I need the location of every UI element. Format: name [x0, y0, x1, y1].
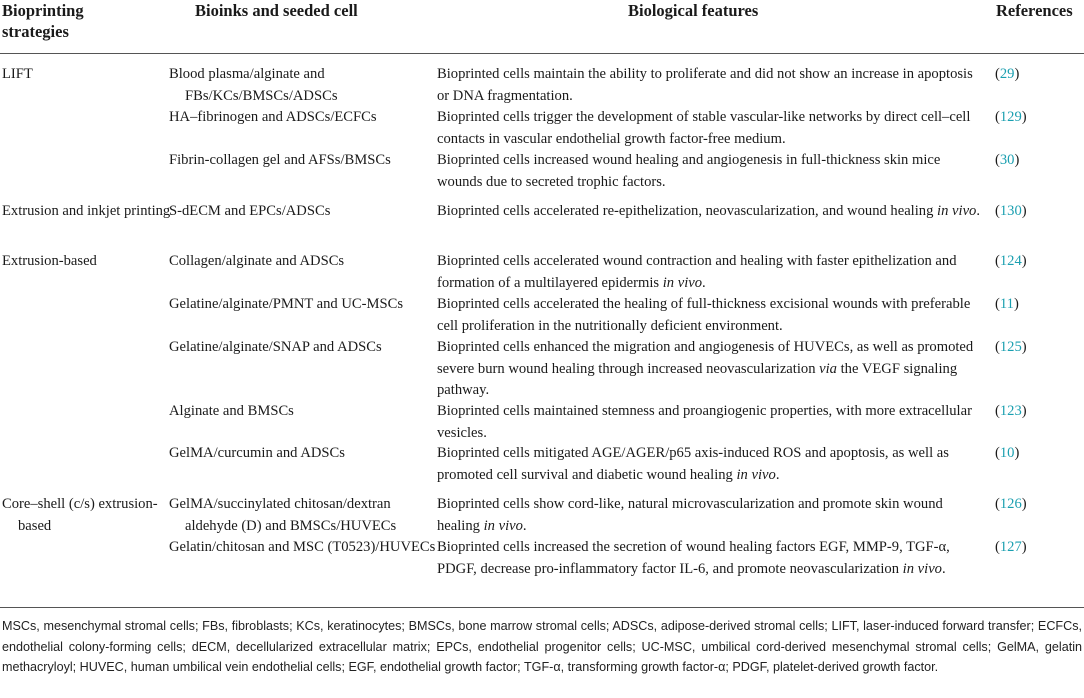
- feature-cell: Bioprinted cells increased wound healing and angiogenesis in full-thickness skin mice wounds due to secreted trophic factors.: [437, 152, 941, 190]
- feature-emphasis: in vivo: [902, 560, 942, 577]
- table-bottom-rule: [0, 607, 1084, 608]
- header-references: References: [996, 1, 1073, 20]
- reference-cell: (130): [995, 203, 1027, 219]
- bioink-cell: HA–fibrinogen and ADSCs/ECFCs: [169, 109, 377, 125]
- reference-link[interactable]: 124: [999, 253, 1022, 269]
- feature-text: Bioprinted cells accelerated wound contraction and healing with faster epithelization and formation of a multilayered epidermis: [437, 253, 957, 291]
- table-footnote: MSCs, mesenchymal stromal cells; FBs, fibroblasts; KCs, keratinocytes; BMSCs, bone marrow stromal cells; ADSCs, adipose-derived stromal cells; LIFT, laser-induced forward transfer; ECFCs, endothelial colony-forming cells; dECM, decellularized extracellular matrix; EPCs, endothelial progenitor cells; UC-MSC, umbilical cord-derived mesenchymal stromal cells; GelMA, gelatin methacryloyl; HUVEC, human umbilical vein endothelial cells; EGF, endothelial growth factor; TGF-α, transforming growth factor-α; PDGF, platelet-derived growth factor.: [2, 619, 1082, 674]
- feature-tail: .: [522, 517, 527, 534]
- feature-text: Bioprinted cells mitigated AGE/AGER/p65 axis-induced ROS and apoptosis, as well as promoted cell survival and diabetic wound healing: [437, 445, 949, 483]
- reference-link[interactable]: 123: [999, 403, 1022, 419]
- reference-cell: (127): [995, 539, 1027, 555]
- feature-text: Bioprinted cells accelerated re-epithelization, neovascularization, and wound healing: [437, 203, 938, 219]
- feature-tail: the VEGF signaling pathway.: [437, 360, 958, 398]
- header-strategies: Bioprinting strategies: [2, 1, 84, 41]
- bioink-cell: Gelatin/chitosan and MSC (T0523)/HUVECs: [169, 539, 436, 555]
- feature-text: Bioprinted cells increased the secretion of wound healing factors EGF, MMP-9, TGF-α, PDGF, decrease pro-inflammatory factor IL-6, and promote neovascularization: [437, 539, 950, 577]
- feature-emphasis: in vivo: [937, 203, 977, 219]
- bioink-cell: Fibrin-collagen gel and AFSs/BMSCs: [169, 152, 391, 168]
- strategy-cell: Extrusion-based: [2, 253, 97, 269]
- feature-cell: Bioprinted cells trigger the development of stable vascular-like networks by direct cell–cell contacts in vascular endothelial growth factor-free medium.: [437, 109, 971, 147]
- reference-link[interactable]: 126: [999, 496, 1022, 512]
- feature-text: Bioprinted cells enhanced the migration and angiogenesis of HUVECs, as well as promoted severe burn wound healing through increased neovascularization: [437, 339, 974, 377]
- feature-cell: [437, 537, 982, 580]
- reference-cell: (29): [995, 66, 1020, 82]
- feature-cell: Bioprinted cells accelerated the healing of full-thickness excisional wounds with preferable cell proliferation in the nutritionally deficient environment.: [437, 296, 971, 334]
- reference-cell: (129): [995, 109, 1027, 125]
- bioink-cell: Alginate and BMSCs: [169, 403, 294, 419]
- feature-tail: .: [702, 274, 706, 291]
- reference-cell: (11): [995, 296, 1019, 312]
- bioink-cell: Collagen/alginate and ADSCs: [169, 253, 345, 269]
- feature-tail: .: [775, 466, 780, 483]
- bioink-cell: Gelatine/alginate/PMNT and UC-MSCs: [169, 296, 404, 312]
- feature-cell: [437, 251, 982, 294]
- feature-cell: [437, 201, 982, 223]
- reference-cell: (125): [995, 339, 1027, 355]
- feature-tail: .: [976, 203, 981, 219]
- bioink-cell: S-dECM and EPCs/ADSCs: [169, 203, 331, 219]
- reference-link[interactable]: 127: [999, 539, 1022, 555]
- reference-link[interactable]: 129: [999, 109, 1022, 125]
- feature-emphasis: in vivo: [736, 466, 776, 483]
- reference-cell: (124): [995, 253, 1027, 269]
- feature-cell: Bioprinted cells maintain the ability to proliferate and did not show an increase in apoptosis or DNA fragmentation.: [437, 66, 973, 104]
- feature-cell: [437, 443, 982, 486]
- reference-link[interactable]: 30: [999, 152, 1015, 168]
- bioink-cell: GelMA/curcumin and ADSCs: [169, 445, 345, 461]
- header-rule: [0, 53, 1084, 54]
- feature-cell: Bioprinted cells maintained stemness and proangiogenic properties, with more extracellular vesicles.: [437, 403, 972, 441]
- header-bioinks: Bioinks and seeded cell: [195, 1, 358, 20]
- feature-cell: [437, 494, 982, 537]
- reference-link[interactable]: 125: [999, 339, 1022, 355]
- header-features: Biological features: [628, 1, 759, 20]
- bioink-cell: Blood plasma/alginate and FBs/KCs/BMSCs/ADSCs: [169, 66, 338, 104]
- reference-link[interactable]: 29: [999, 66, 1015, 82]
- strategy-cell: Extrusion and inkjet printing: [2, 203, 171, 219]
- bioink-cell: Gelatine/alginate/SNAP and ADSCs: [169, 339, 382, 355]
- reference-cell: (10): [995, 445, 1020, 461]
- reference-cell: (123): [995, 403, 1027, 419]
- feature-cell: [437, 337, 982, 402]
- reference-link[interactable]: 11: [999, 296, 1014, 312]
- strategy-cell: Core–shell (c/s) extrusion-based: [2, 496, 158, 534]
- bioink-cell: GelMA/succinylated chitosan/dextran aldehyde (D) and BMSCs/HUVECs: [169, 496, 397, 534]
- reference-cell: (30): [995, 152, 1020, 168]
- feature-tail: .: [941, 560, 946, 577]
- reference-link[interactable]: 10: [999, 445, 1015, 461]
- feature-emphasis: via: [819, 360, 837, 377]
- reference-link[interactable]: 130: [999, 203, 1022, 219]
- strategy-cell: LIFT: [2, 66, 33, 82]
- feature-text: Bioprinted cells show cord-like, natural microvascularization and promote skin wound healing: [437, 496, 943, 534]
- feature-emphasis: in vivo: [662, 274, 703, 291]
- feature-emphasis: in vivo: [483, 517, 523, 534]
- reference-cell: (126): [995, 496, 1027, 512]
